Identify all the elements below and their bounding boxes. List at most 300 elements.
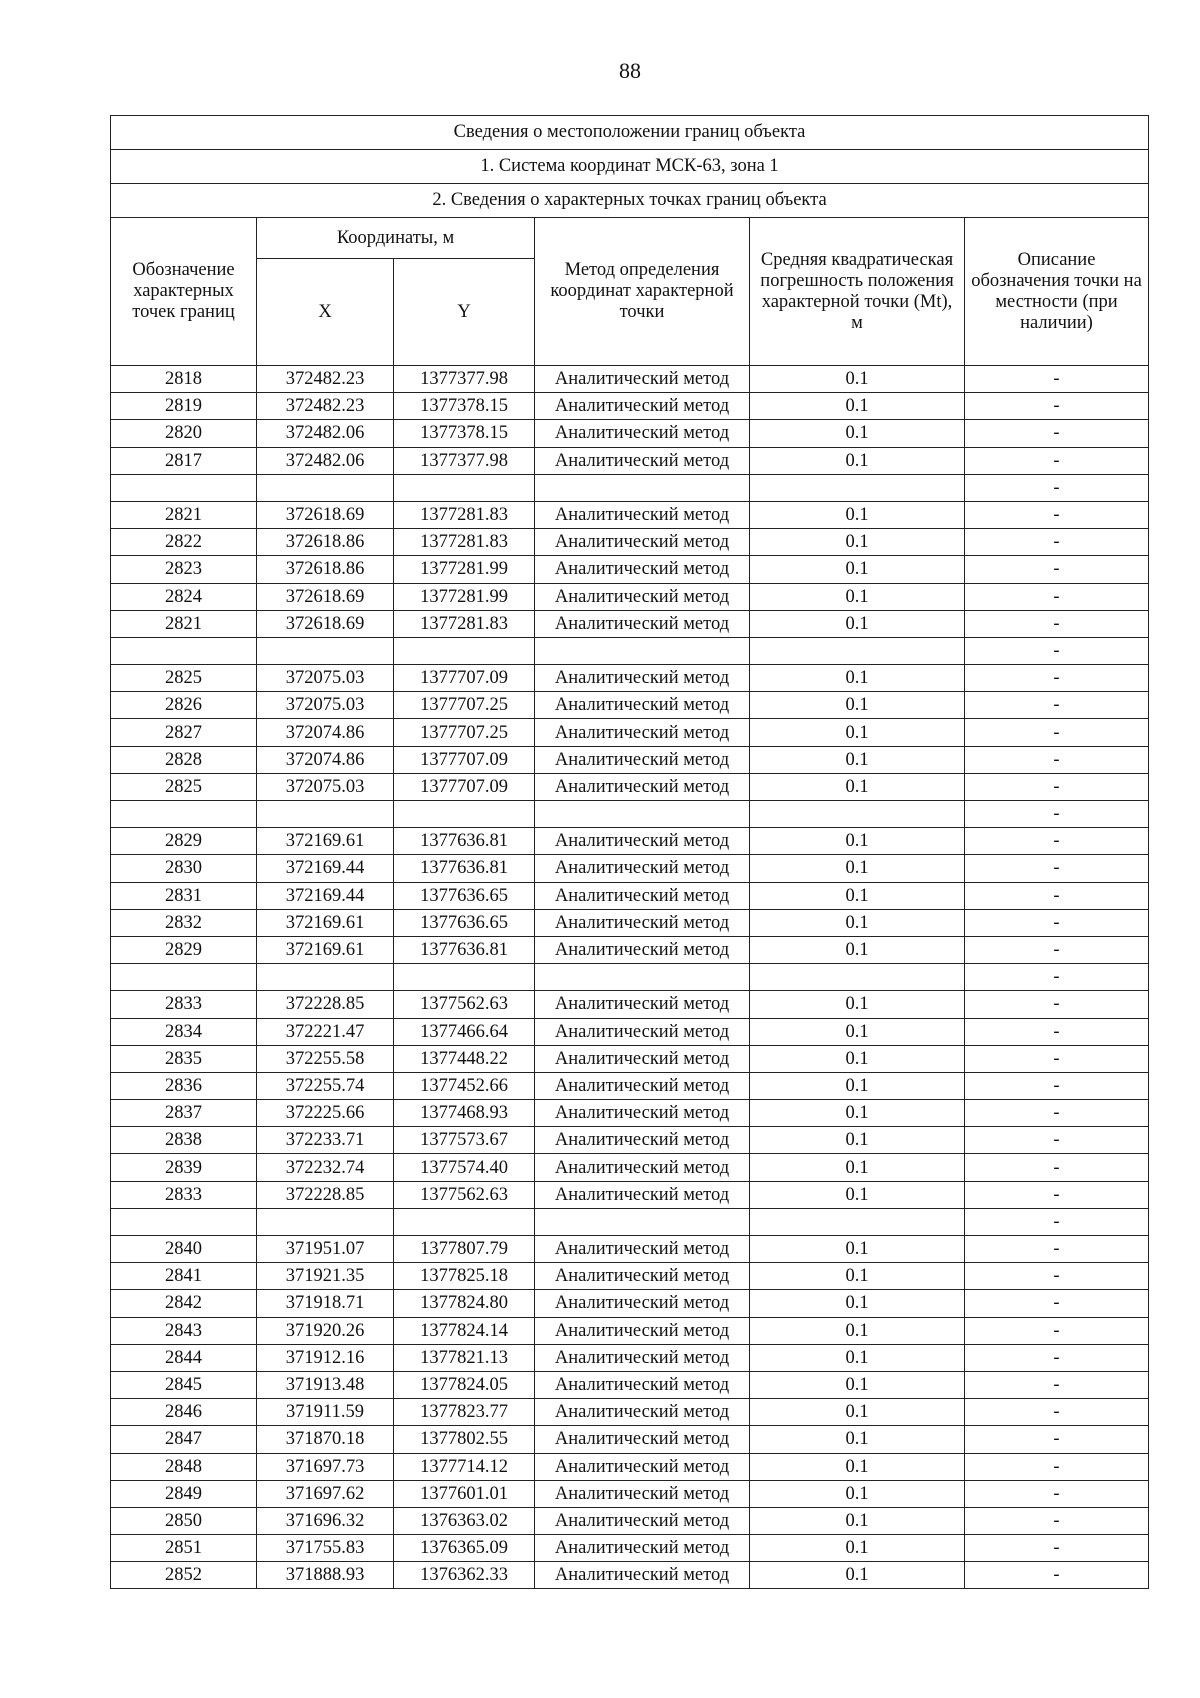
cell-point: 2833 [111, 1181, 257, 1208]
cell-method: Аналитический метод [535, 665, 750, 692]
cell-method: Аналитический метод [535, 1290, 750, 1317]
table-row [111, 746, 1149, 773]
cell-y: 1377802.55 [394, 1426, 535, 1453]
cell-error: 0.1 [750, 1399, 965, 1426]
header-coords: Координаты, м [257, 218, 535, 259]
table-row [111, 1507, 1149, 1534]
cell-x: 372169.44 [257, 882, 394, 909]
cell-point: 2825 [111, 773, 257, 800]
cell-method: Аналитический метод [535, 1154, 750, 1181]
cell-method: Аналитический метод [535, 1263, 750, 1290]
cell-point [111, 637, 257, 664]
coordinate-system-title: 1. Система координат МСК-63, зона 1 [111, 150, 1149, 184]
cell-y: 1377281.99 [394, 583, 535, 610]
cell-x: 371697.62 [257, 1480, 394, 1507]
cell-error: 0.1 [750, 556, 965, 583]
cell-point: 2834 [111, 1018, 257, 1045]
cell-method: Аналитический метод [535, 1371, 750, 1398]
cell-method: Аналитический метод [535, 1100, 750, 1127]
cell-point [111, 801, 257, 828]
table-row [111, 1018, 1149, 1045]
cell-error: 0.1 [750, 1453, 965, 1480]
cell-description: - [965, 1480, 1149, 1507]
cell-description: - [965, 665, 1149, 692]
cell-method: Аналитический метод [535, 1344, 750, 1371]
cell-method: Аналитический метод [535, 1181, 750, 1208]
table-row [111, 909, 1149, 936]
cell-method: Аналитический метод [535, 610, 750, 637]
cell-point: 2823 [111, 556, 257, 583]
cell-method: Аналитический метод [535, 882, 750, 909]
table-row [111, 964, 1149, 991]
header-y: Y [394, 259, 535, 366]
cell-y [394, 964, 535, 991]
cell-description: - [965, 936, 1149, 963]
cell-x: 372169.61 [257, 828, 394, 855]
cell-x: 371920.26 [257, 1317, 394, 1344]
cell-x: 372255.74 [257, 1072, 394, 1099]
cell-point: 2831 [111, 882, 257, 909]
cell-x: 372232.74 [257, 1154, 394, 1181]
table-row [111, 393, 1149, 420]
cell-y: 1377377.98 [394, 447, 535, 474]
cell-description: - [965, 583, 1149, 610]
cell-error: 0.1 [750, 1127, 965, 1154]
cell-error: 0.1 [750, 1154, 965, 1181]
cell-x: 372074.86 [257, 719, 394, 746]
cell-error: 0.1 [750, 366, 965, 393]
cell-x: 371696.32 [257, 1507, 394, 1534]
cell-point: 2825 [111, 665, 257, 692]
cell-error: 0.1 [750, 529, 965, 556]
cell-method: Аналитический метод [535, 1426, 750, 1453]
cell-y: 1377824.05 [394, 1371, 535, 1398]
cell-y: 1377636.65 [394, 882, 535, 909]
cell-error: 0.1 [750, 583, 965, 610]
table-row [111, 447, 1149, 474]
cell-x [257, 474, 394, 501]
cell-error [750, 637, 965, 664]
cell-error: 0.1 [750, 882, 965, 909]
header-error: Средняя квадратическая погрешность положения характерной точки (Mt), м [750, 218, 965, 366]
cell-x: 371870.18 [257, 1426, 394, 1453]
points-section-title: 2. Сведения о характерных точках границ объекта [111, 184, 1149, 218]
cell-point: 2837 [111, 1100, 257, 1127]
cell-error: 0.1 [750, 1100, 965, 1127]
cell-x: 371921.35 [257, 1263, 394, 1290]
cell-description: - [965, 1208, 1149, 1235]
cell-point: 2839 [111, 1154, 257, 1181]
cell-error: 0.1 [750, 1045, 965, 1072]
cell-description: - [965, 1045, 1149, 1072]
cell-y: 1377281.83 [394, 610, 535, 637]
cell-x: 372228.85 [257, 991, 394, 1018]
cell-x [257, 801, 394, 828]
cell-method: Аналитический метод [535, 1018, 750, 1045]
cell-error: 0.1 [750, 773, 965, 800]
cell-y: 1377707.09 [394, 773, 535, 800]
cell-y: 1377466.64 [394, 1018, 535, 1045]
cell-description: - [965, 991, 1149, 1018]
cell-point: 2848 [111, 1453, 257, 1480]
cell-error [750, 474, 965, 501]
cell-description: - [965, 1535, 1149, 1562]
cell-x: 372225.66 [257, 1100, 394, 1127]
cell-method [535, 637, 750, 664]
cell-description: - [965, 1562, 1149, 1589]
cell-x: 371888.93 [257, 1562, 394, 1589]
table-row [111, 1236, 1149, 1263]
cell-method: Аналитический метод [535, 1399, 750, 1426]
cell-description: - [965, 366, 1149, 393]
table-row [111, 936, 1149, 963]
cell-method: Аналитический метод [535, 447, 750, 474]
cell-method: Аналитический метод [535, 1045, 750, 1072]
cell-error: 0.1 [750, 501, 965, 528]
cell-x: 371911.59 [257, 1399, 394, 1426]
cell-error: 0.1 [750, 1072, 965, 1099]
table-row [111, 1127, 1149, 1154]
cell-point: 2830 [111, 855, 257, 882]
cell-error: 0.1 [750, 1181, 965, 1208]
cell-x: 372482.23 [257, 393, 394, 420]
cell-method: Аналитический метод [535, 991, 750, 1018]
cell-y: 1377448.22 [394, 1045, 535, 1072]
cell-y: 1377707.09 [394, 665, 535, 692]
header-x: X [257, 259, 394, 366]
table-row [111, 1535, 1149, 1562]
cell-point: 2851 [111, 1535, 257, 1562]
cell-description: - [965, 882, 1149, 909]
cell-description: - [965, 501, 1149, 528]
cell-method [535, 474, 750, 501]
cell-description: - [965, 1290, 1149, 1317]
cell-method: Аналитический метод [535, 1480, 750, 1507]
cell-method: Аналитический метод [535, 1507, 750, 1534]
cell-error [750, 964, 965, 991]
cell-description: - [965, 1236, 1149, 1263]
cell-error [750, 1208, 965, 1235]
cell-method [535, 801, 750, 828]
cell-description: - [965, 909, 1149, 936]
cell-x: 372618.69 [257, 610, 394, 637]
cell-method: Аналитический метод [535, 1453, 750, 1480]
cell-method: Аналитический метод [535, 393, 750, 420]
cell-method: Аналитический метод [535, 855, 750, 882]
cell-point: 2833 [111, 991, 257, 1018]
table-row [111, 692, 1149, 719]
cell-error: 0.1 [750, 855, 965, 882]
cell-method: Аналитический метод [535, 1072, 750, 1099]
cell-y: 1377824.80 [394, 1290, 535, 1317]
cell-description: - [965, 1453, 1149, 1480]
cell-x: 372618.86 [257, 529, 394, 556]
cell-x: 371755.83 [257, 1535, 394, 1562]
cell-y: 1377281.83 [394, 501, 535, 528]
cell-x: 371918.71 [257, 1290, 394, 1317]
cell-error: 0.1 [750, 1290, 965, 1317]
table-row [111, 1263, 1149, 1290]
cell-error: 0.1 [750, 393, 965, 420]
cell-x: 372228.85 [257, 1181, 394, 1208]
cell-error: 0.1 [750, 447, 965, 474]
cell-x: 372255.58 [257, 1045, 394, 1072]
cell-method: Аналитический метод [535, 556, 750, 583]
cell-description: - [965, 1127, 1149, 1154]
cell-description: - [965, 610, 1149, 637]
cell-error: 0.1 [750, 1507, 965, 1534]
cell-point: 2835 [111, 1045, 257, 1072]
cell-y: 1377601.01 [394, 1480, 535, 1507]
cell-x [257, 637, 394, 664]
table-row [111, 1399, 1149, 1426]
cell-description: - [965, 801, 1149, 828]
cell-x: 372221.47 [257, 1018, 394, 1045]
cell-point: 2844 [111, 1344, 257, 1371]
cell-error: 0.1 [750, 610, 965, 637]
cell-description: - [965, 1100, 1149, 1127]
coordinates-table [110, 115, 1149, 1589]
cell-error: 0.1 [750, 991, 965, 1018]
cell-method: Аналитический метод [535, 1127, 750, 1154]
cell-point: 2818 [111, 366, 257, 393]
table-row [111, 637, 1149, 664]
cell-y: 1377636.81 [394, 855, 535, 882]
cell-error: 0.1 [750, 1344, 965, 1371]
cell-description: - [965, 556, 1149, 583]
cell-description: - [965, 692, 1149, 719]
table-row [111, 474, 1149, 501]
cell-point: 2840 [111, 1236, 257, 1263]
cell-method: Аналитический метод [535, 1236, 750, 1263]
cell-method: Аналитический метод [535, 1562, 750, 1589]
cell-description: - [965, 1371, 1149, 1398]
cell-y: 1376365.09 [394, 1535, 535, 1562]
cell-y: 1377707.25 [394, 692, 535, 719]
cell-y: 1377807.79 [394, 1236, 535, 1263]
cell-error: 0.1 [750, 1562, 965, 1589]
cell-x: 372075.03 [257, 773, 394, 800]
table-row [111, 1208, 1149, 1235]
cell-error: 0.1 [750, 1535, 965, 1562]
cell-y: 1377823.77 [394, 1399, 535, 1426]
cell-y: 1377452.66 [394, 1072, 535, 1099]
cell-description: - [965, 1154, 1149, 1181]
cell-description: - [965, 1426, 1149, 1453]
cell-method: Аналитический метод [535, 583, 750, 610]
cell-point: 2829 [111, 828, 257, 855]
cell-y: 1377281.83 [394, 529, 535, 556]
header-point: Обозначение характерных точек границ [111, 218, 257, 366]
cell-point: 2850 [111, 1507, 257, 1534]
cell-error: 0.1 [750, 828, 965, 855]
cell-x: 372482.06 [257, 447, 394, 474]
cell-description: - [965, 1018, 1149, 1045]
cell-x [257, 1208, 394, 1235]
cell-x: 372233.71 [257, 1127, 394, 1154]
cell-point: 2827 [111, 719, 257, 746]
cell-x: 372169.61 [257, 936, 394, 963]
cell-method: Аналитический метод [535, 692, 750, 719]
cell-description: - [965, 719, 1149, 746]
cell-y: 1377562.63 [394, 991, 535, 1018]
header-description: Описание обозначения точки на местности (при наличии) [965, 218, 1149, 366]
cell-point: 2820 [111, 420, 257, 447]
header-method: Метод определения координат характерной точки [535, 218, 750, 366]
cell-description: - [965, 1344, 1149, 1371]
cell-method: Аналитический метод [535, 1535, 750, 1562]
table-row [111, 420, 1149, 447]
cell-description: - [965, 746, 1149, 773]
cell-point: 2846 [111, 1399, 257, 1426]
cell-point: 2828 [111, 746, 257, 773]
cell-error: 0.1 [750, 1018, 965, 1045]
cell-y: 1377636.65 [394, 909, 535, 936]
cell-description: - [965, 447, 1149, 474]
cell-point: 2845 [111, 1371, 257, 1398]
cell-method: Аналитический метод [535, 746, 750, 773]
cell-description: - [965, 773, 1149, 800]
cell-error: 0.1 [750, 665, 965, 692]
cell-description: - [965, 1399, 1149, 1426]
cell-description: - [965, 420, 1149, 447]
cell-description: - [965, 855, 1149, 882]
table-row [111, 1480, 1149, 1507]
cell-error: 0.1 [750, 1480, 965, 1507]
table-row [111, 1344, 1149, 1371]
cell-point [111, 474, 257, 501]
cell-y: 1377468.93 [394, 1100, 535, 1127]
cell-point: 2849 [111, 1480, 257, 1507]
cell-x: 372482.06 [257, 420, 394, 447]
cell-description: - [965, 637, 1149, 664]
table-row [111, 529, 1149, 556]
cell-y: 1377378.15 [394, 393, 535, 420]
table-row [111, 583, 1149, 610]
cell-point: 2843 [111, 1317, 257, 1344]
table-row [111, 1453, 1149, 1480]
cell-point: 2829 [111, 936, 257, 963]
cell-x: 371951.07 [257, 1236, 394, 1263]
cell-method: Аналитический метод [535, 501, 750, 528]
cell-method: Аналитический метод [535, 936, 750, 963]
cell-point: 2821 [111, 501, 257, 528]
cell-point: 2822 [111, 529, 257, 556]
cell-error: 0.1 [750, 1317, 965, 1344]
cell-y [394, 1208, 535, 1235]
table-row [111, 665, 1149, 692]
cell-y: 1377377.98 [394, 366, 535, 393]
cell-y [394, 801, 535, 828]
cell-error: 0.1 [750, 420, 965, 447]
cell-error: 0.1 [750, 1371, 965, 1398]
table-row [111, 1045, 1149, 1072]
cell-x: 371697.73 [257, 1453, 394, 1480]
table-row [111, 610, 1149, 637]
cell-description: - [965, 1507, 1149, 1534]
table-row [111, 1562, 1149, 1589]
cell-point: 2852 [111, 1562, 257, 1589]
cell-error: 0.1 [750, 719, 965, 746]
table-row [111, 991, 1149, 1018]
cell-method [535, 964, 750, 991]
cell-method: Аналитический метод [535, 1317, 750, 1344]
cell-x: 372169.61 [257, 909, 394, 936]
cell-description: - [965, 393, 1149, 420]
table-row [111, 366, 1149, 393]
cell-x: 372618.69 [257, 583, 394, 610]
cell-method: Аналитический метод [535, 719, 750, 746]
cell-x: 372482.23 [257, 366, 394, 393]
cell-point: 2847 [111, 1426, 257, 1453]
cell-y: 1377562.63 [394, 1181, 535, 1208]
cell-method: Аналитический метод [535, 366, 750, 393]
table-row [111, 1426, 1149, 1453]
cell-x: 371913.48 [257, 1371, 394, 1398]
cell-error: 0.1 [750, 1426, 965, 1453]
cell-y: 1377378.15 [394, 420, 535, 447]
table-row [111, 882, 1149, 909]
cell-point: 2819 [111, 393, 257, 420]
cell-description: - [965, 1072, 1149, 1099]
cell-error: 0.1 [750, 909, 965, 936]
cell-point: 2821 [111, 610, 257, 637]
cell-y: 1377636.81 [394, 936, 535, 963]
cell-error: 0.1 [750, 936, 965, 963]
cell-y [394, 474, 535, 501]
cell-description: - [965, 1317, 1149, 1344]
cell-method [535, 1208, 750, 1235]
cell-y: 1377824.14 [394, 1317, 535, 1344]
cell-description: - [965, 1263, 1149, 1290]
table-row [111, 1181, 1149, 1208]
table-row [111, 719, 1149, 746]
table-body [111, 366, 1149, 1589]
cell-point: 2832 [111, 909, 257, 936]
cell-point [111, 1208, 257, 1235]
table-row [111, 855, 1149, 882]
table-row [111, 773, 1149, 800]
cell-point: 2824 [111, 583, 257, 610]
cell-point: 2836 [111, 1072, 257, 1099]
cell-y: 1377573.67 [394, 1127, 535, 1154]
cell-error [750, 801, 965, 828]
cell-y: 1377574.40 [394, 1154, 535, 1181]
cell-x: 372075.03 [257, 665, 394, 692]
table-row [111, 828, 1149, 855]
cell-description: - [965, 828, 1149, 855]
cell-point: 2841 [111, 1263, 257, 1290]
cell-point: 2826 [111, 692, 257, 719]
cell-method: Аналитический метод [535, 420, 750, 447]
cell-x [257, 964, 394, 991]
table-row [111, 501, 1149, 528]
cell-point: 2842 [111, 1290, 257, 1317]
cell-error: 0.1 [750, 1263, 965, 1290]
table-row [111, 1154, 1149, 1181]
page-number: 88 [619, 58, 641, 83]
cell-point: 2817 [111, 447, 257, 474]
cell-y: 1377821.13 [394, 1344, 535, 1371]
cell-x: 372169.44 [257, 855, 394, 882]
table-row [111, 1072, 1149, 1099]
cell-x: 372618.69 [257, 501, 394, 528]
cell-y: 1377636.81 [394, 828, 535, 855]
table-row [111, 1317, 1149, 1344]
table-row [111, 801, 1149, 828]
cell-error: 0.1 [750, 1236, 965, 1263]
cell-x: 372074.86 [257, 746, 394, 773]
